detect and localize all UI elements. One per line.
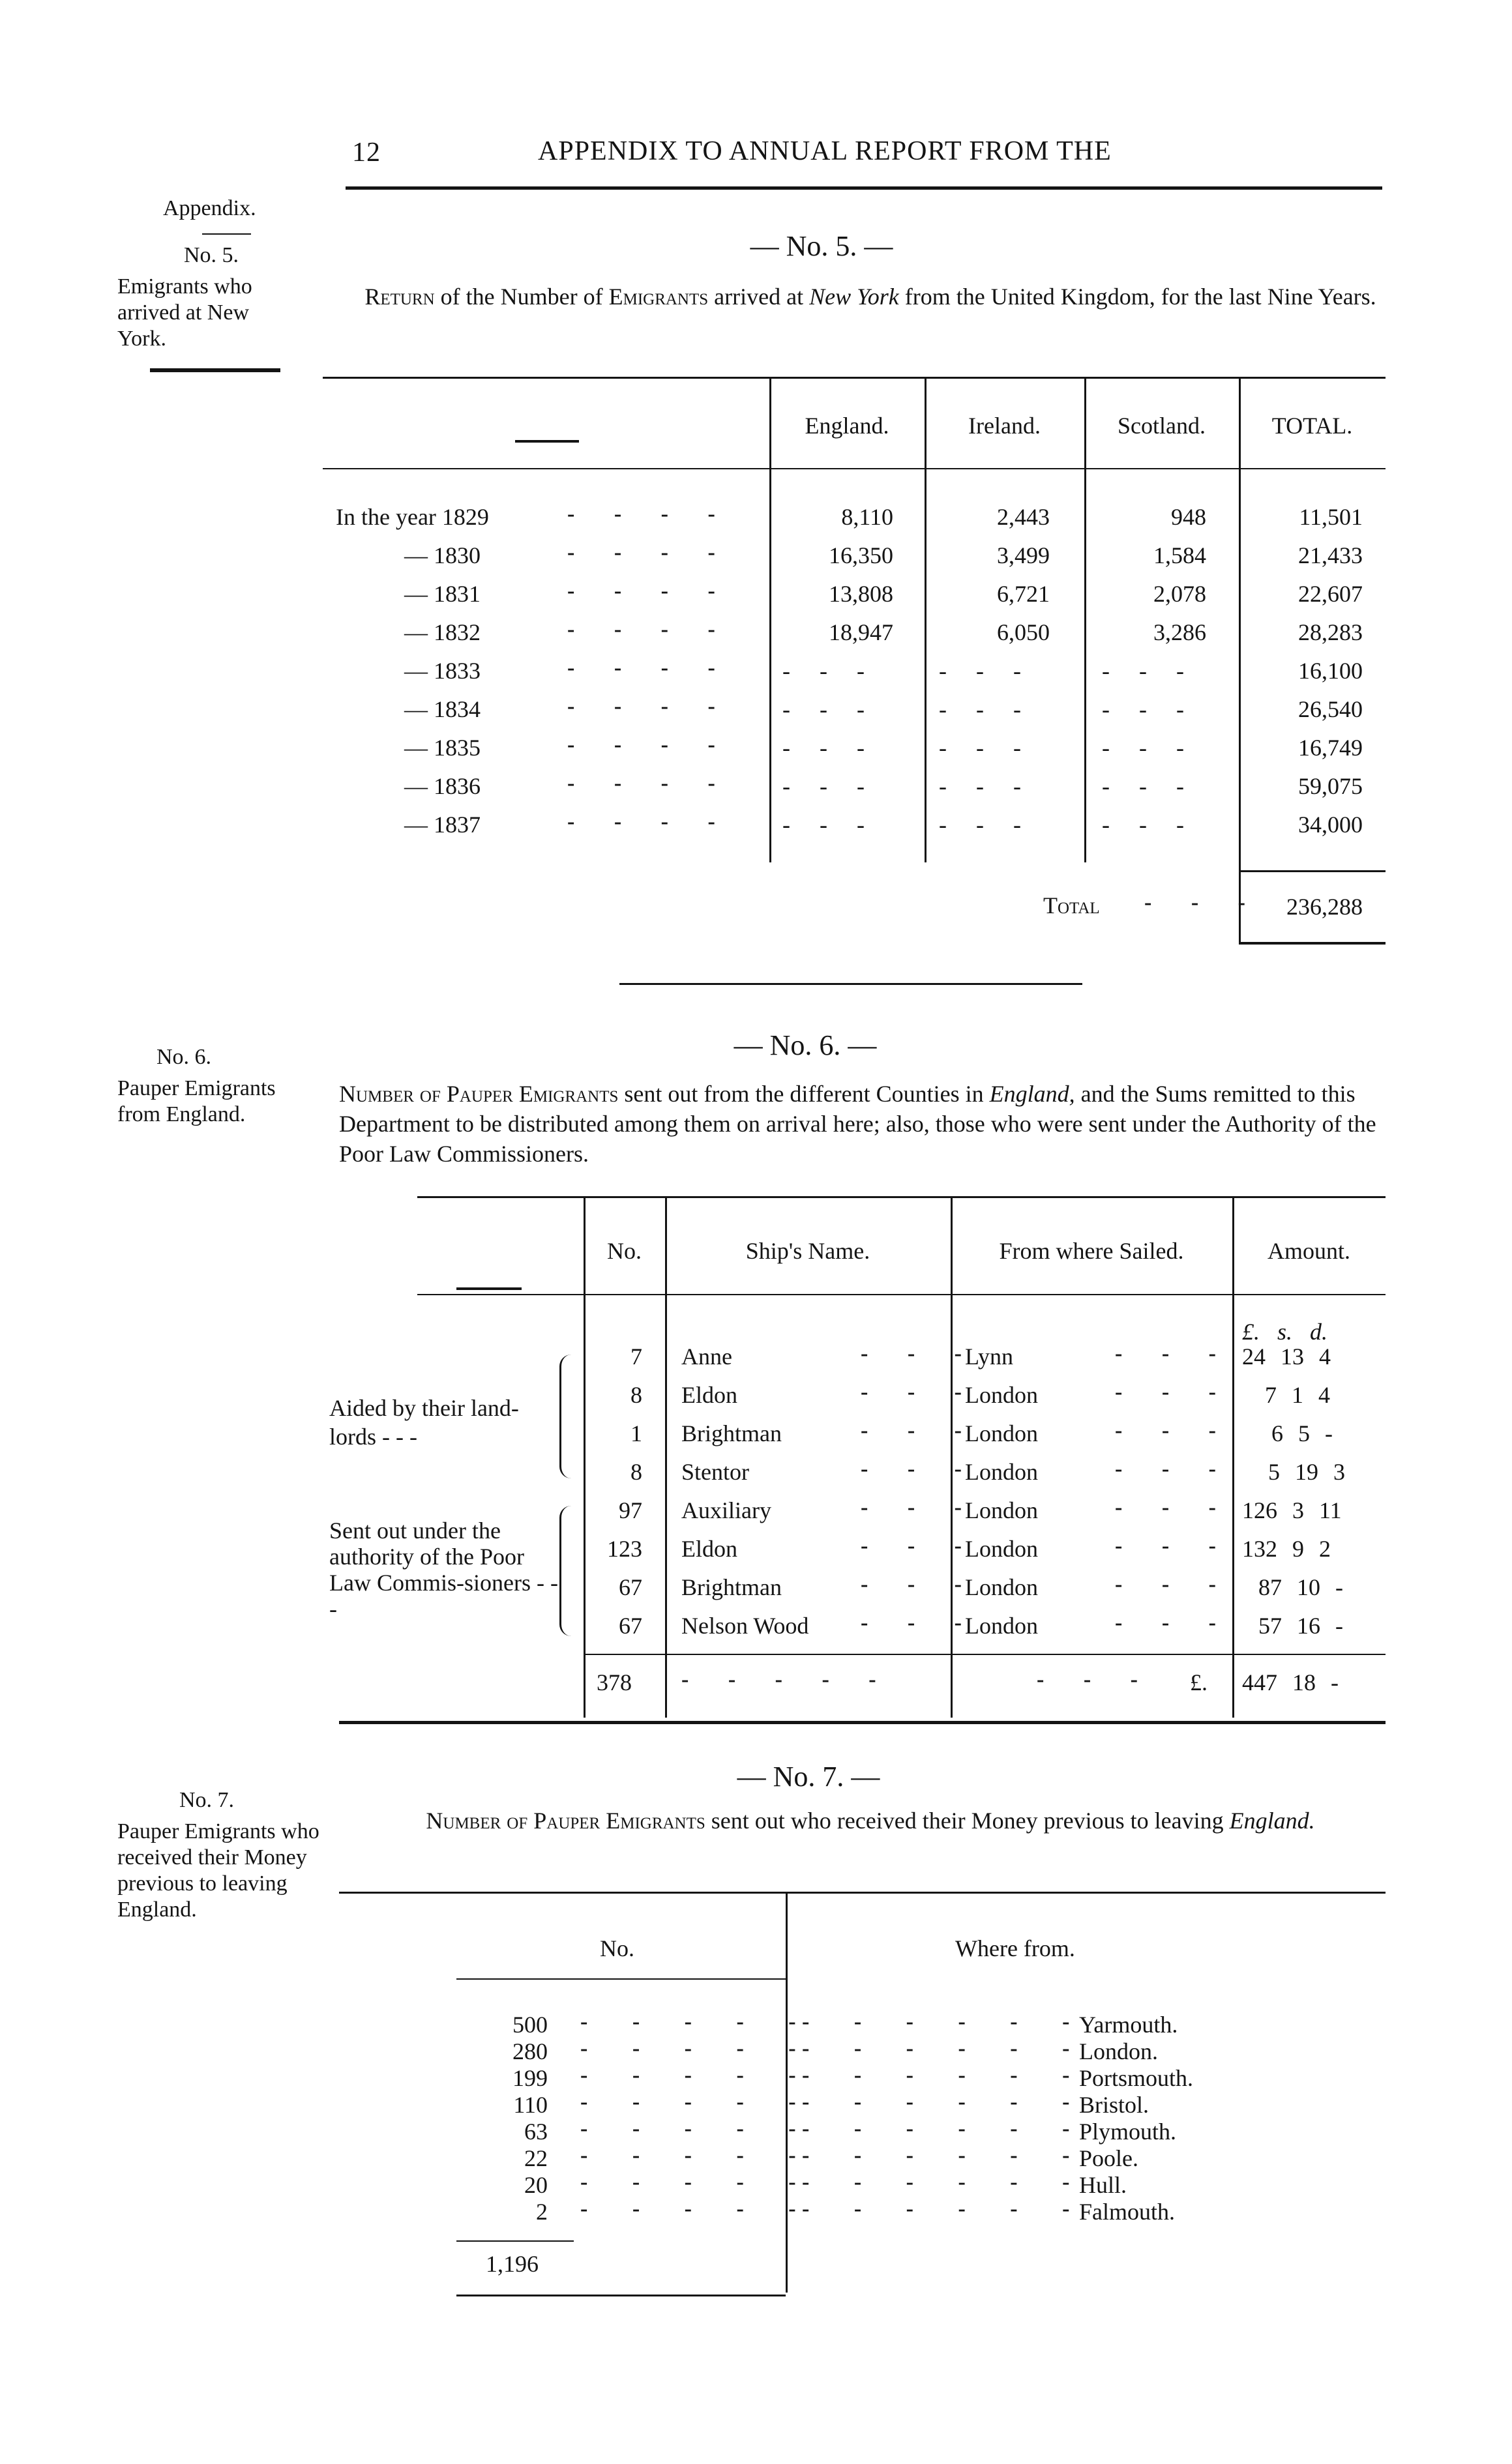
leader-dots: - - - - - -: [802, 2036, 1090, 2061]
leader-dots: - - - -: [567, 502, 732, 526]
row-no: 199: [512, 2065, 548, 2091]
row-england: - - -: [782, 735, 876, 761]
row-ireland: - - -: [939, 735, 1033, 761]
row-total: 11,501: [1299, 504, 1363, 530]
no6-caption-a: sent out from the different Counties in: [618, 1081, 990, 1107]
row-from: Portsmouth.: [1079, 2065, 1194, 2091]
no5-col-england: England.: [805, 413, 889, 439]
leader-dots: - - -: [861, 1495, 979, 1519]
row-no: 110: [513, 2092, 548, 2118]
leader-dots: - - -: [1037, 1667, 1155, 1692]
row-no: 2: [536, 2199, 548, 2225]
row-scotland: - - -: [1102, 696, 1196, 722]
no7-col-from: Where from.: [955, 1935, 1075, 1961]
row-ship: Eldon: [681, 1382, 737, 1408]
no6-caption: [339, 1079, 1382, 1169]
row-ireland: - - -: [939, 696, 1033, 722]
leader-dots: - - - - -: [580, 2197, 816, 2221]
row-england: - - -: [782, 773, 876, 799]
row-scotland: 1,584: [1153, 542, 1206, 568]
group-brace-2: [559, 1506, 574, 1636]
row-ship: Brightman: [681, 1574, 782, 1600]
leader-dots: - - - - -: [580, 2090, 816, 2114]
row-from: London: [965, 1382, 1038, 1408]
row-scotland: 3,286: [1153, 619, 1206, 645]
row-ireland: 2,443: [997, 504, 1050, 530]
no5-caption-tail: from the United Kingdom, for the last Nine Years.: [898, 284, 1376, 310]
row-year: — 1832: [404, 619, 481, 645]
row-england: - - -: [782, 696, 876, 722]
leader-dots: - - -: [1115, 1418, 1233, 1443]
row-england: 8,110: [841, 504, 893, 530]
row-no: 20: [524, 2172, 548, 2198]
leader-dots: - - -: [1144, 890, 1262, 915]
row-year: — 1833: [404, 658, 481, 684]
no6-header-rule: [417, 1294, 1386, 1295]
no6-caption-italic: England,: [989, 1081, 1075, 1107]
row-amount: 57 16 -: [1258, 1613, 1343, 1639]
no6-vline-2: [665, 1196, 667, 1718]
no6-total-no: 378: [597, 1669, 632, 1695]
no5-top-rule: [323, 377, 1386, 379]
side-no7: No. 7.: [179, 1788, 235, 1812]
row-no: 280: [512, 2038, 548, 2064]
leader-dots: - - - - - -: [802, 2090, 1090, 2114]
leader-dots: - - - -: [567, 617, 732, 641]
no6-caption-sc: Number of Pauper Emigrants: [339, 1081, 619, 1107]
row-ireland: 6,050: [997, 619, 1050, 645]
no7-heading: — No. 7. —: [737, 1761, 880, 1793]
leader-dots: - - - - -: [580, 2117, 816, 2141]
leader-dots: - - -: [861, 1611, 979, 1635]
no6-dash: [456, 1287, 522, 1290]
leader-dots: - - -: [861, 1457, 979, 1481]
row-ship: Auxiliary: [681, 1497, 771, 1523]
no6-vline-1: [584, 1196, 586, 1718]
side-rule: [202, 233, 251, 235]
row-amount: 6 5 -: [1271, 1420, 1333, 1446]
no5-col-total: TOTAL.: [1271, 413, 1353, 439]
leader-dots: - - - -: [567, 656, 732, 680]
leader-dots: - - -: [1115, 1534, 1233, 1558]
appendix-label: Appendix.: [163, 196, 256, 220]
no7-caption-sc: Number of Pauper Emigrants: [426, 1808, 705, 1834]
row-year: — 1830: [404, 542, 481, 568]
leader-dots: - - - - -: [580, 2143, 816, 2167]
leader-dots: - - - -: [567, 771, 732, 795]
row-no: 67: [619, 1574, 642, 1600]
row-ireland: - - -: [939, 812, 1033, 838]
row-no: 97: [619, 1497, 642, 1523]
row-ship: Stentor: [681, 1459, 749, 1485]
leader-dots: - - -: [861, 1418, 979, 1443]
leader-dots: - - -: [861, 1380, 979, 1404]
row-no: 22: [524, 2145, 548, 2171]
row-total: 28,283: [1298, 619, 1363, 645]
no6-heading: — No. 6. —: [734, 1029, 877, 1061]
no7-col-no: No.: [600, 1935, 634, 1961]
leader-dots: - - - - -: [580, 2170, 816, 2194]
row-no: 500: [512, 2012, 548, 2038]
row-scotland: - - -: [1102, 735, 1196, 761]
no7-header-rule: [456, 1978, 786, 1980]
row-scotland: 948: [1171, 504, 1206, 530]
side-no5-title: Emigrants who arrived at New York.: [117, 274, 252, 351]
no5-total-value: 236,288: [1286, 894, 1363, 920]
row-total: 59,075: [1298, 773, 1363, 799]
no5-dash: [515, 440, 579, 443]
no5-caption: [362, 282, 1379, 312]
row-scotland: 2,078: [1153, 581, 1206, 607]
no6-col-from: From where Sailed.: [999, 1238, 1184, 1264]
no7-caption: [378, 1806, 1363, 1836]
row-total: 26,540: [1298, 696, 1363, 722]
row-total: 22,607: [1298, 581, 1363, 607]
no5-total-label: Total: [1043, 892, 1100, 918]
row-england: 13,808: [829, 581, 893, 607]
row-from: London: [965, 1613, 1038, 1639]
row-year: — 1834: [404, 696, 481, 722]
leader-dots: - - -: [1115, 1457, 1233, 1481]
row-amount: 126 3 11: [1242, 1497, 1342, 1523]
row-no: 7: [630, 1343, 642, 1370]
no5-caption-italic: New York: [809, 284, 899, 310]
side-no7-title: Pauper Emigrants who received their Money previous to leaving England.: [117, 1819, 319, 1922]
side-no6-title: Pauper Emigrants from England.: [117, 1076, 276, 1126]
row-ireland: 3,499: [997, 542, 1050, 568]
leader-dots: - - - - - -: [802, 2117, 1090, 2141]
leader-dots: - - -: [861, 1534, 979, 1558]
leader-dots: - - - - -: [580, 2063, 816, 2087]
row-amount: 87 10 -: [1258, 1574, 1343, 1600]
row-ireland: 6,721: [997, 581, 1050, 607]
leader-dots: - - -: [1115, 1495, 1233, 1519]
row-scotland: - - -: [1102, 658, 1196, 684]
leader-dots: - - - -: [567, 694, 732, 718]
row-from: Poole.: [1079, 2145, 1139, 2171]
row-amount: 5 19 3: [1268, 1459, 1345, 1485]
row-total: 16,100: [1298, 658, 1363, 684]
leader-dots: - - -: [861, 1342, 979, 1366]
leader-dots: - - - - - -: [802, 2010, 1090, 2034]
row-england: - - -: [782, 812, 876, 838]
row-year: In the year 1829: [336, 504, 489, 530]
no5-caption-sc: Emigrants: [608, 284, 709, 310]
no5-vline-1: [769, 377, 771, 862]
row-ship: Nelson Wood: [681, 1613, 809, 1639]
no6-col-ship: Ship's Name.: [745, 1238, 870, 1264]
leader-dots: - - - - -: [580, 2036, 816, 2061]
currency-header: £. s. d.: [1242, 1319, 1328, 1345]
leader-dots: - - - -: [567, 579, 732, 603]
side-no6: No. 6.: [156, 1045, 212, 1069]
no5-caption-mid1: of the Number of: [434, 284, 609, 310]
no7-caption-a: sent out who received their Money previous to leaving: [705, 1808, 1230, 1834]
leader-dots: - - - - -: [580, 2010, 816, 2034]
no7-sum-rule: [456, 2240, 574, 2242]
no6-total-currency: £.: [1190, 1669, 1208, 1695]
no5-caption-mid2: arrived at: [708, 284, 810, 310]
page-title: APPENDIX TO ANNUAL REPORT FROM THE: [538, 136, 1112, 166]
no6-caption-b: and the Sums remitted to this Department to be distributed among them on arrival here; also, those who were sent under the Authority of the Poor Law Commissioners.: [339, 1081, 1376, 1167]
row-ship: Brightman: [681, 1420, 782, 1446]
row-from: London: [965, 1536, 1038, 1562]
section-divider: [619, 983, 1082, 985]
side-no5: No. 5.: [184, 243, 239, 267]
leader-dots: - - -: [1115, 1380, 1233, 1404]
page-number: 12: [352, 138, 381, 168]
no5-vline-3: [1084, 377, 1086, 862]
row-from: Bristol.: [1079, 2092, 1149, 2118]
no5-sum-rule: [1239, 870, 1386, 872]
no5-vline-4: [1239, 377, 1241, 944]
no5-heading: — No. 5. —: [750, 230, 893, 262]
row-year: — 1836: [404, 773, 481, 799]
row-no: 1: [630, 1420, 642, 1446]
row-amount: 132 9 2: [1242, 1536, 1331, 1562]
leader-dots: - - - - - -: [802, 2143, 1090, 2167]
leader-dots: - - - - - -: [802, 2063, 1090, 2087]
row-from: Plymouth.: [1079, 2119, 1177, 2145]
row-ship: Eldon: [681, 1536, 737, 1562]
row-scotland: - - -: [1102, 773, 1196, 799]
row-no: 8: [630, 1459, 642, 1485]
row-no: 67: [619, 1613, 642, 1639]
row-no: 63: [524, 2119, 548, 2145]
row-from: Yarmouth.: [1079, 2012, 1178, 2038]
row-from: London: [965, 1459, 1038, 1485]
row-total: 16,749: [1298, 735, 1363, 761]
leader-dots: - - -: [1115, 1572, 1233, 1596]
row-total: 21,433: [1298, 542, 1363, 568]
no7-total: 1,196: [486, 2251, 539, 2277]
row-england: - - -: [782, 658, 876, 684]
row-total: 34,000: [1298, 812, 1363, 838]
leader-dots: - - -: [861, 1572, 979, 1596]
row-scotland: - - -: [1102, 812, 1196, 838]
row-ireland: - - -: [939, 773, 1033, 799]
no7-bottom-rule: [456, 2295, 786, 2296]
row-no: 123: [607, 1536, 642, 1562]
row-no: 8: [630, 1382, 642, 1408]
group-landlords: Aided by their land-lords - - -: [329, 1395, 519, 1450]
no7-top-rule: [339, 1892, 1386, 1894]
header-rule: [346, 186, 1382, 190]
row-from: Lynn: [965, 1343, 1014, 1370]
leader-dots: - - - -: [567, 810, 732, 834]
row-from: London: [965, 1497, 1038, 1523]
row-ship: Anne: [681, 1343, 732, 1370]
row-ireland: - - -: [939, 658, 1033, 684]
leader-dots: - - - - -: [681, 1667, 893, 1692]
side-rule-thick: [150, 368, 280, 372]
row-amount: 7 1 4: [1265, 1382, 1330, 1408]
row-england: 18,947: [829, 619, 893, 645]
no5-col-ireland: Ireland.: [968, 413, 1041, 439]
row-year: — 1831: [404, 581, 481, 607]
no6-col-no: No.: [607, 1238, 642, 1264]
no6-top-rule: [417, 1196, 1386, 1198]
row-year: — 1835: [404, 735, 481, 761]
row-from: London: [965, 1574, 1038, 1600]
no5-vline-2: [925, 377, 926, 862]
no5-bottom-rule: [1239, 942, 1386, 945]
no5-caption-lead: Return: [364, 284, 435, 310]
leader-dots: - - - - - -: [802, 2170, 1090, 2194]
row-from: London: [965, 1420, 1038, 1446]
row-from: Falmouth.: [1079, 2199, 1176, 2225]
no5-header-rule: [323, 468, 1386, 469]
no6-sum-rule: [584, 1654, 1386, 1655]
row-england: 16,350: [829, 542, 893, 568]
no5-col-scotland: Scotland.: [1118, 413, 1206, 439]
row-from: London.: [1079, 2038, 1158, 2064]
no6-bottom-rule: [339, 1721, 1386, 1724]
row-from: Hull.: [1079, 2172, 1127, 2198]
leader-dots: - - - -: [567, 733, 732, 757]
group-brace-1: [559, 1355, 574, 1478]
no6-col-amount: Amount.: [1267, 1238, 1350, 1264]
leader-dots: - - - - - -: [802, 2197, 1090, 2221]
row-amount: 24 13 4: [1242, 1343, 1331, 1370]
no6-total-amount: 447 18 -: [1242, 1669, 1339, 1695]
no7-caption-italic: England.: [1229, 1808, 1315, 1834]
leader-dots: - - -: [1115, 1611, 1233, 1635]
leader-dots: - - -: [1115, 1342, 1233, 1366]
leader-dots: - - - -: [567, 540, 732, 565]
group-poor-law: Sent out under the authority of the Poor Law Commis-sioners - - -: [329, 1518, 558, 1622]
row-year: — 1837: [404, 812, 481, 838]
